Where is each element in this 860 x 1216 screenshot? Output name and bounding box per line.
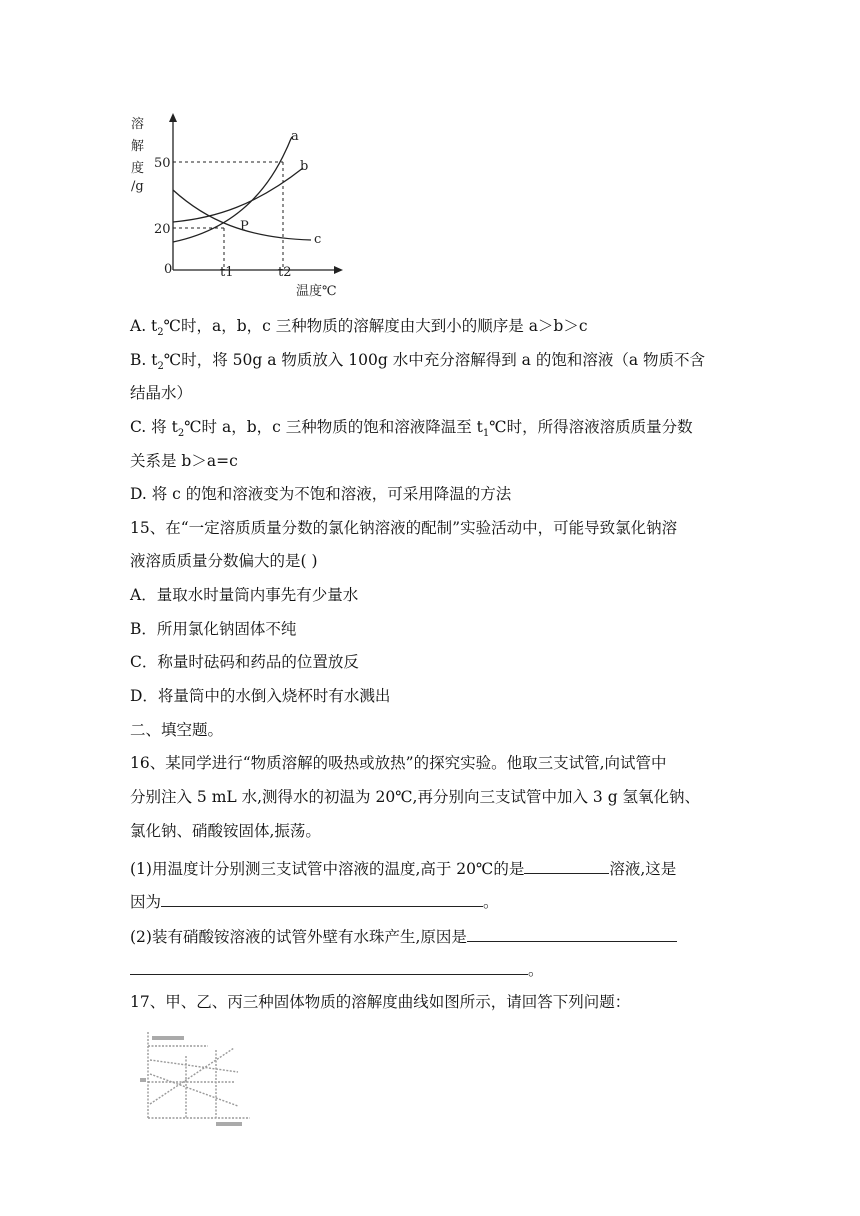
q14-option-c-line1 (130, 417, 693, 444)
q16-p2-blank2[interactable] (130, 958, 528, 975)
q14-b-post: ℃时，将 50g a 物质放入 100g 水中充分溶解得到 a 的饱和溶液（a 物质不含 (163, 351, 705, 369)
solubility-graph-1 (126, 110, 346, 305)
q16-stem-line1: 16、某同学进行“物质溶解的吸热或放热”的探究实验。他取三支试管,向试管中 (130, 754, 667, 772)
x-tick-t1: t1 (220, 265, 234, 280)
q14-option-b-line2: 结晶水） (130, 384, 193, 402)
graph2-title-smudge (152, 1036, 184, 1040)
q16-stem-line2: 分别注入 5 mL 水,测得水的初温为 20℃,再分别向三支试管中加入 3 g 氢氧化钠、 (130, 788, 701, 806)
q14-b-pre: B. t (130, 351, 158, 369)
y-tick-20: 20 (154, 222, 171, 237)
q16-p1-blank1[interactable] (524, 857, 609, 874)
solubility-graph-2 (138, 1026, 258, 1130)
x-tick-t2: t2 (278, 265, 292, 280)
y-tick-50: 50 (154, 156, 171, 171)
y-label-2: 度 (131, 161, 145, 176)
q14-a-pre: A. t (130, 317, 158, 335)
graph2-xlabel-smudge (216, 1122, 242, 1126)
curve-c-label: c (314, 232, 322, 247)
curve-b-label: b (300, 159, 309, 174)
x-axis-arrow (334, 266, 343, 274)
y-label-3: /g (131, 179, 144, 194)
q16-p1-text2: 溶液,这是 (609, 860, 677, 878)
q15-option-a: A．量取水时量筒内事先有少量水 (130, 586, 359, 604)
q14-option-a (130, 316, 588, 343)
q15-option-b: B．所用氯化钠固体不纯 (130, 620, 297, 638)
curve-a-label: a (291, 129, 299, 144)
q16-stem-line3: 氯化钠、硝酸铵固体,振荡。 (130, 822, 321, 840)
q16-p2-blank1[interactable] (467, 925, 677, 942)
q16-p1-blank2[interactable] (161, 890, 483, 907)
q15-stem-line2: 液溶质质量分数偏大的是( ) (130, 552, 318, 570)
origin-label: 0 (164, 262, 173, 277)
q14-option-d: D. 将 c 的饱和溶液变为不饱和溶液，可采用降温的方法 (130, 485, 512, 503)
q16-p2-text: (2)装有硝酸铵溶液的试管外壁有水珠产生,原因是 (130, 928, 467, 946)
q14-b-sub: 2 (157, 361, 164, 373)
q16-part1-line1 (130, 857, 676, 879)
q14-c-mid: ℃时 a，b，c 三种物质的饱和溶液降温至 t (184, 418, 483, 436)
q16-part2-line1 (130, 925, 677, 947)
q15-option-d: D．将量筒中的水倒入烧杯时有水溅出 (130, 687, 391, 705)
graph2-curve-1 (150, 1048, 234, 1104)
q14-c-sub2: 1 (482, 428, 490, 440)
q14-option-c-line2: 关系是 b＞a=c (130, 452, 238, 470)
q15-option-c: C．称量时砝码和药品的位置放反 (130, 653, 359, 671)
q16-p1-period: 。 (483, 893, 499, 911)
q16-part2-line2 (130, 958, 544, 980)
q14-c-post: ℃时，所得溶液溶质质量分数 (489, 418, 693, 436)
q14-c-pre: C. 将 t (130, 418, 178, 436)
x-axis-label: 温度℃ (296, 284, 337, 299)
q16-p1-text: (1)用温度计分别测三支试管中溶液的温度,高于 20℃的是 (130, 860, 525, 878)
section-heading: 二、填空题。 (130, 721, 224, 739)
graph2-curve-2 (150, 1060, 238, 1072)
graph2-curve-3 (150, 1074, 238, 1106)
point-p-label: P (240, 219, 249, 234)
q14-option-b-line1 (130, 350, 705, 377)
graph2-tick-smudge (140, 1078, 146, 1082)
q14-a-sub: 2 (157, 327, 164, 339)
q16-p2-period: 。 (528, 961, 544, 979)
y-label-0: 溶 (131, 117, 145, 132)
q17-stem: 17、甲、乙、丙三种固体物质的溶解度曲线如图所示，请回答下列问题： (130, 993, 631, 1011)
y-axis-arrow (169, 113, 177, 122)
y-label-1: 解 (131, 139, 145, 154)
q16-part1-line2 (130, 890, 499, 912)
q15-stem-line1: 15、在“一定溶质质量分数的氯化钠溶液的配制”实验活动中，可能导致氯化钠溶 (130, 519, 678, 537)
q16-p1-because: 因为 (130, 893, 162, 911)
q14-a-post: ℃时，a，b，c 三种物质的溶解度由大到小的顺序是 a＞b＞c (163, 317, 588, 335)
q14-c-sub: 2 (177, 428, 185, 440)
